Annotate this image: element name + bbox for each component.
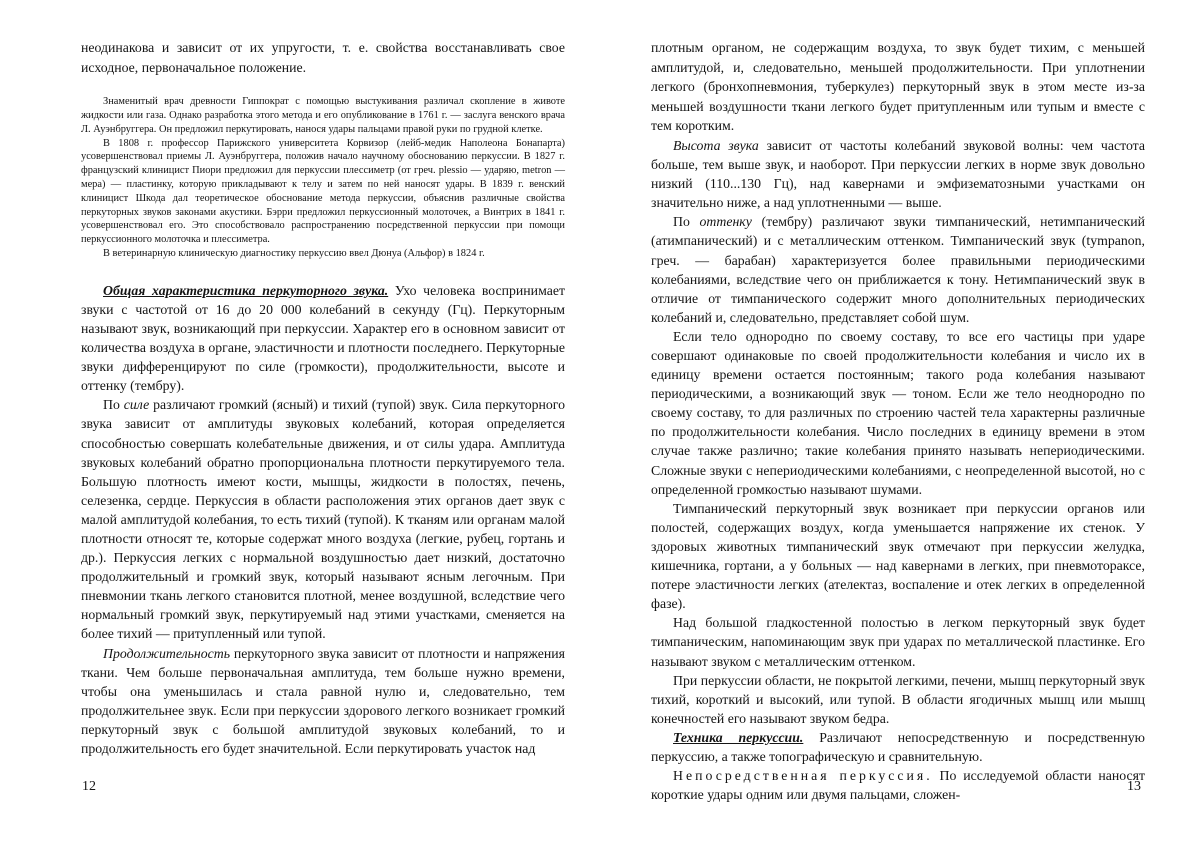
paragraph-text: перкуторного звука зависит от плотности и напряжения ткани. Чем больше первоначальная амплитуда, тем больше нужно времени, чтобы она уменьшилась и стала равной нулю и, следовательно, тем продолжительнее звук. Если при перкуссии здорового легкого возникает громкий перкуторный звук с большой амплитудой звуковых колебаний, то и продолжительность его будет значительной. Если перкутировать участок над	[81, 645, 565, 756]
paragraph-sound-pitch	[651, 136, 1145, 212]
paragraph-text: Ухо человека воспринимает звуки с частотой от 16 до 20 000 колебаний в секунду (Гц). Перкуторным называют звук, возникающий при перкуссии. Характер его в основном зависит от количества воздуха в органе, эластичности и плотности последнего. Перкуторные звуки дифференцируют по силе (громкости), продолжительности, высоте и оттенку (тембру).	[81, 282, 565, 394]
paragraph-text: Различают непосредственную и посредственную перкуссию, а также топографическую и сравнительную.	[651, 729, 1145, 764]
continued-paragraph: неодинакова и зависит от их упругости, т. е. свойства восстанавливать свое исходное, первоначальное положение.	[81, 40, 565, 75]
term-pitch: Высота звука	[673, 137, 759, 153]
section-heading-sound-characteristics: Общая характеристика перкуторного звука.	[103, 282, 389, 298]
left-page	[81, 38, 565, 758]
continued-paragraph: плотным органом, не содержащим воздуха, то звук будет тихим, с меньшей амплитудой, и, следовательно, меньшей продолжительности. При уплотнении легкого (бронхопневмония, туберкулез) перкуторный звук в этом месте из-за меньшей воздушности ткани легкого будет притупленным или тупым и вместе с тем коротким.	[651, 40, 1145, 134]
section-heading-percussion-technique: Техника перкуссии.	[673, 729, 804, 745]
paragraph-periodic-oscillations: Если тело однородно по своему составу, то все его частицы при ударе совершают одинаковые по своей продолжительности колебания и число их в единицу времени остается постоянным; такого рода колебания называют периодическими, а возникающий звук — тоном. Если же тело неоднородно по своему составу, то для различных по строению частей тела характерны различные по продолжительности колебания. Число последних в единицу времени в этом случае также различно; такие колебания принято называть непериодическими. Сложные звуки с непериодическими колебаниями, с неопределенной высотой, но с определенной громкостью называют шумами.	[651, 328, 1145, 497]
term-direct-percussion: Непосредственная перкуссия.	[673, 768, 933, 784]
right-page	[651, 38, 1145, 804]
paragraph-dull-sound: При перкуссии области, не покрытой легкими, печени, мышц перкуторный звук тихий, короткий и высокий, или тупой. В области ягодичных мышц или мышц конечностей его называют звуком бедра.	[651, 672, 1145, 726]
history-note-hippocrates: Знаменитый врач древности Гиппократ с помощью выстукивания различал скопление в животе жидкости или газа. Однако разработка этого метода и его опубликование в 1761 г. — заслуга венского врача Л. Ауэнбруггера. Он предложил перкутировать, нанося удары пальцами правой руки по грудной клетке.	[81, 96, 565, 135]
paragraph-sound-strength	[81, 395, 565, 643]
term-strength: силе	[123, 397, 150, 413]
history-note-veterinary: В ветеринарную клиническую диагностику перкуссию ввел Дюнуа (Альфор) в 1824 г.	[103, 247, 485, 259]
paragraph-text: (тембру) различают звуки тимпанический, нетимпанический (атимпанический) и с металлическим оттенком. Тимпанический звук (tympanon, греч. — барабан) характеризуется более правильными периодическими колебаниями, вследствие чего он приближается к тону. Нетимпанический звук в отличие от тимпанического содержит много дополнительных периодических колебаний и, следовательно, представляет собой шум.	[651, 214, 1145, 325]
page-number-right: 13	[1127, 779, 1141, 794]
paragraph-percussion-technique	[651, 728, 1145, 766]
paragraph-text: По исследуемой области наносят короткие удары одним или двумя пальцами, сложен-	[651, 768, 1145, 803]
paragraph-sound-timbre	[651, 212, 1145, 327]
page-number-left: 12	[82, 779, 96, 794]
paragraph-sound-duration	[81, 644, 565, 759]
paragraph-direct-percussion	[651, 766, 1145, 804]
paragraph-text: различают громкий (ясный) и тихий (тупой) звук. Сила перкуторного звука зависит от амплитуды звуковых колебаний, которая определяется способностью совершать колебательные движения, и от силы удара. Амплитуда звуковых колебаний обратно пропорциональна плотности перкутируемого тела. Большую плотность имеют кости, мышцы, жидкости в полостях, печень, селезенка, сердце. Перкуссия в области расположения этих органов дает звук с малой амплитудой колебания, то есть тихий (тупой). К тканям или органам малой плотности относят те, которые содержат много воздуха (легкие, рубец, гортань и др.). Перкуссия легких с нормальной воздушностью дает низкий, достаточно продолжительный и громкий звук, который называют ясным легочным. При пневмонии ткань легкого становится плотной, менее воздушной, вследствие чего нормальный громкий звук, перкутируемый над этими участками, сменяется на более тихий — притупленный или тупой.	[81, 397, 566, 642]
term-duration: Продолжительность	[103, 645, 231, 661]
paragraph-tympanic-sound: Тимпанический перкуторный звук возникает при перкуссии органов или полостей, содержащих воздух, когда уменьшается напряжение их стенок. У здоровых животных тимпанический звук отмечают при перкуссии желудка, кишечника, гортани, а у больных — над кавернами в легких, при пневмотораксе, потере эластичности легких (ателектаз, воспаление и отек легких в определенной фазе).	[651, 500, 1145, 612]
term-timbre: оттенку	[699, 214, 752, 230]
paragraph-text: зависит от частоты колебаний звуковой волны: чем частота больше, тем выше звук, и наоборот. При перкуссии легких в норме звук довольно низкий (110...130 Гц), над кавернами и эмфизематозными участками он значительно ниже, а над уплотненными — выше.	[651, 137, 1145, 211]
paragraph-metallic-sound: Над большой гладкостенной полостью в легком перкуторный звук будет тимпаническим, напоминающим звук при ударах по металлической пластинке. Его называют звуком с металлическим оттенком.	[651, 615, 1145, 669]
paragraph-text: По	[673, 214, 700, 230]
history-note-corvisart: В 1808 г. профессор Парижского университета Корвизор (лейб-медик Наполеона Бонапарта) усовершенствовал приемы Л. Ауэнбруггера, положив начало научному обоснованию перкуссии. В 1827 г. французский клиницист Пиори предложил для перкуссии плессиметр (от греч. plessio — ударяю, metron — мера) — пластинку, которую прикладывают к телу и затем по ней наносят удары. В 1839 г. венский клиницист Шкода дал теоретическое обоснование метода перкуссии, объяснив различные свойства перкуторных звуков законами акустики. Бэрри предложил перкуссионный молоточек, а Винтрих в 1841 г. усовершенствовал его. Это способствовало распространению посредственной перкуссии при помощи перкуссионного молоточка и плессиметра.	[81, 137, 565, 246]
paragraph-sound-overview	[81, 281, 565, 396]
paragraph-text: По	[103, 397, 124, 413]
